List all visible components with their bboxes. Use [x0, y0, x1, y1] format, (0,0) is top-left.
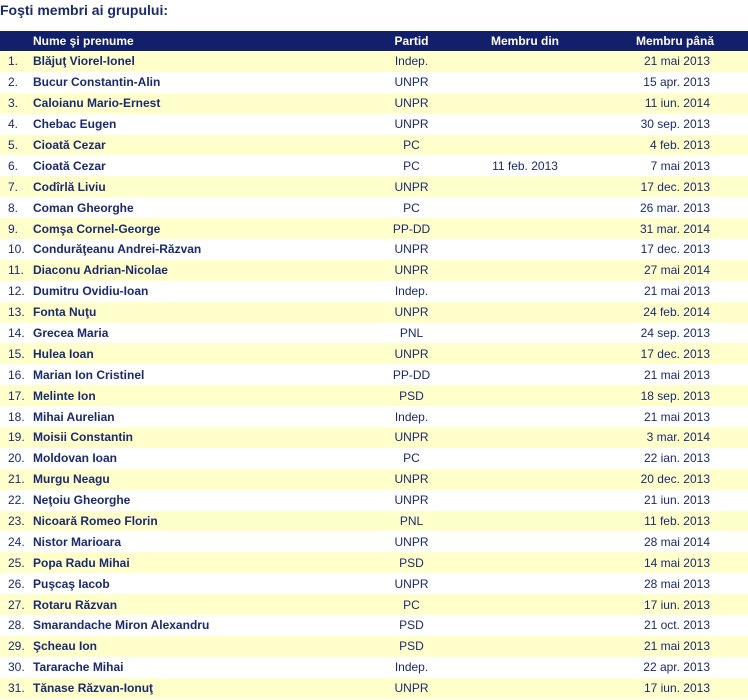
member-until-cell: 21 mai 2013 — [643, 284, 710, 299]
member-from-cell — [460, 239, 590, 260]
party-cell: PC — [403, 597, 420, 612]
table-row — [0, 114, 748, 135]
row-index: 10. — [8, 242, 25, 257]
member-from-cell — [460, 469, 590, 490]
row-index: 27. — [8, 597, 25, 612]
member-name-link[interactable]: Rotaru Răzvan — [33, 597, 118, 612]
member-name-link[interactable]: Marian Ion Cristinel — [33, 367, 145, 382]
member-name-link[interactable]: Caloianu Mario-Ernest — [33, 96, 161, 111]
member-name-link[interactable]: Murgu Neagu — [33, 472, 110, 487]
row-index: 6. — [8, 158, 19, 173]
member-until-cell: 17 dec. 2013 — [640, 179, 710, 194]
member-until-cell: 17 dec. 2013 — [640, 242, 710, 257]
table-header-row — [0, 31, 748, 51]
member-name-link[interactable]: Nicoară Romeo Florin — [33, 514, 158, 529]
party-cell: PNL — [399, 514, 424, 529]
member-name-link[interactable]: Tănase Răzvan-Ionuţ — [33, 681, 154, 696]
row-index: 23. — [8, 514, 25, 529]
table-row — [0, 260, 748, 281]
member-until-cell: 22 ian. 2013 — [643, 451, 710, 466]
table-row — [0, 427, 748, 448]
party-cell: PC — [403, 158, 420, 173]
header-name: Nume şi prenume — [33, 34, 134, 48]
row-index: 15. — [8, 346, 25, 361]
table-row — [0, 239, 748, 260]
row-index: 31. — [8, 681, 25, 696]
member-from-cell — [460, 594, 590, 615]
member-from-cell — [460, 302, 590, 323]
member-from-cell — [460, 573, 590, 594]
member-name-link[interactable]: Smarandache Miron Alexandru — [33, 618, 210, 633]
table-row — [0, 155, 748, 176]
member-from-cell: 11 feb. 2013 — [492, 158, 558, 173]
party-cell: PNL — [399, 326, 424, 341]
party-cell: UNPR — [394, 117, 429, 132]
table-row — [0, 176, 748, 197]
member-until-cell: 14 mai 2013 — [643, 555, 710, 570]
member-until-cell: 21 mai 2013 — [643, 54, 710, 69]
member-name-link[interactable]: Moldovan Ioan — [33, 451, 117, 466]
member-name-link[interactable]: Dumitru Ovidiu-Ioan — [33, 284, 149, 299]
member-until-cell: 21 mai 2013 — [643, 367, 710, 382]
table-row — [0, 531, 748, 552]
member-until-cell: 18 sep. 2013 — [640, 388, 710, 403]
party-cell: UNPR — [394, 576, 429, 591]
member-until-cell: 21 mai 2013 — [643, 409, 710, 424]
member-from-cell — [460, 343, 590, 364]
table-row — [0, 51, 748, 72]
member-name-link[interactable]: Cioată Cezar — [33, 158, 106, 173]
member-from-cell — [460, 678, 590, 699]
header-member-until: Membru până — [635, 34, 714, 48]
member-from-cell — [460, 364, 590, 385]
party-cell: UNPR — [394, 75, 429, 90]
party-cell: PSD — [399, 618, 424, 633]
party-cell: PSD — [399, 639, 424, 654]
member-until-cell: 21 oct. 2013 — [643, 618, 710, 633]
table-row — [0, 573, 748, 594]
row-index: 29. — [8, 639, 25, 654]
member-until-cell: 11 feb. 2013 — [644, 514, 710, 529]
member-from-cell — [460, 197, 590, 218]
member-from-cell — [460, 511, 590, 532]
member-until-cell: 4 feb. 2013 — [649, 138, 710, 152]
table-row — [0, 448, 748, 469]
table-row — [0, 218, 748, 239]
member-name-link[interactable]: Nistor Marioara — [33, 534, 122, 549]
row-index: 18. — [8, 409, 25, 424]
member-name-link[interactable]: Condurăţeanu Andrei-Răzvan — [33, 242, 202, 257]
row-index: 30. — [8, 660, 25, 675]
member-name-link[interactable]: Mihai Aurelian — [33, 409, 115, 424]
member-from-cell — [460, 323, 590, 344]
member-from-cell — [460, 72, 590, 93]
table-row — [0, 197, 748, 218]
row-index: 7. — [8, 179, 19, 194]
member-name-link[interactable]: Şcheau Ion — [33, 639, 98, 654]
member-name-link[interactable]: Cioată Cezar — [33, 138, 106, 152]
row-index: 11. — [8, 263, 24, 278]
header-index — [0, 31, 33, 51]
header-party: Partid — [394, 34, 429, 48]
member-name-link[interactable]: Grecea Maria — [33, 326, 109, 341]
member-from-cell — [460, 406, 590, 427]
row-index: 13. — [8, 305, 25, 320]
member-name-link[interactable]: Popa Radu Mihai — [33, 555, 130, 570]
member-until-cell: 21 mai 2013 — [643, 639, 710, 654]
member-until-cell: 30 sep. 2013 — [640, 117, 710, 132]
row-index: 28. — [8, 618, 25, 633]
row-index: 24. — [8, 534, 25, 549]
table-row — [0, 490, 748, 511]
member-until-cell: 17 dec. 2013 — [640, 346, 710, 361]
table-row — [0, 343, 748, 364]
table-row — [0, 615, 748, 636]
member-until-cell: 22 apr. 2013 — [643, 660, 710, 675]
table-row — [0, 72, 748, 93]
party-cell: UNPR — [394, 681, 429, 696]
member-until-cell: 11 iun. 2014 — [644, 96, 710, 111]
row-index: 14. — [8, 326, 25, 341]
table-row — [0, 406, 748, 427]
member-from-cell — [460, 51, 590, 72]
member-name-link[interactable]: Comşa Cornel-George — [33, 221, 161, 236]
party-cell: UNPR — [394, 493, 429, 508]
table-row — [0, 657, 748, 678]
member-from-cell — [460, 176, 590, 197]
member-from-cell — [460, 260, 590, 281]
member-from-cell — [460, 636, 590, 657]
table-row — [0, 135, 748, 156]
member-until-cell: 17 iun. 2013 — [643, 681, 710, 696]
member-name-link[interactable]: Tararache Mihai — [33, 660, 124, 675]
member-name-link[interactable]: Fonta Nuţu — [33, 305, 97, 320]
member-name-link[interactable]: Puşcaş Iacob — [33, 576, 110, 591]
member-until-cell: 21 iun. 2013 — [643, 493, 710, 508]
party-cell: UNPR — [394, 346, 429, 361]
member-until-cell: 20 dec. 2013 — [640, 472, 710, 487]
member-name-link[interactable]: Codîrlă Liviu — [33, 179, 106, 194]
row-index: 19. — [8, 430, 25, 445]
row-index: 17. — [8, 388, 25, 403]
table-row — [0, 302, 748, 323]
member-until-cell: 3 mar. 2014 — [646, 430, 710, 445]
section-title: Foşti membri ai grupului: — [0, 2, 169, 18]
member-from-cell — [460, 531, 590, 552]
party-cell: UNPR — [394, 305, 429, 320]
member-until-cell: 17 iun. 2013 — [643, 597, 710, 612]
member-name-link[interactable]: Melinte Ion — [33, 388, 96, 403]
table-row — [0, 678, 748, 699]
row-index: 9. — [8, 221, 19, 236]
table-row — [0, 594, 748, 615]
member-from-cell — [460, 385, 590, 406]
party-cell: PC — [403, 138, 420, 152]
member-until-cell: 27 mai 2014 — [643, 263, 710, 278]
member-until-cell: 15 apr. 2013 — [643, 75, 710, 90]
row-index: 5. — [8, 138, 19, 152]
member-until-cell: 31 mar. 2014 — [639, 221, 710, 236]
party-cell: UNPR — [394, 430, 429, 445]
member-from-cell — [460, 281, 590, 302]
table-row — [0, 364, 748, 385]
member-until-cell: 24 feb. 2014 — [643, 305, 710, 320]
row-index: 20. — [8, 451, 25, 466]
member-until-cell: 28 mai 2014 — [643, 534, 710, 549]
party-cell: PC — [403, 200, 420, 215]
party-cell: PP-DD — [392, 367, 431, 382]
party-cell: UNPR — [394, 472, 429, 487]
member-until-cell: 28 mai 2013 — [643, 576, 710, 591]
member-until-cell: 26 mar. 2013 — [639, 200, 710, 215]
table-row — [0, 281, 748, 302]
party-cell: Indep. — [394, 54, 429, 69]
header-member-from: Membru din — [491, 34, 559, 48]
member-name-link[interactable]: Moisii Constantin — [33, 430, 133, 445]
table-row — [0, 323, 748, 344]
member-name-link[interactable]: Bucur Constantin-Alin — [33, 75, 161, 90]
member-name-link[interactable]: Hulea Ioan — [33, 346, 94, 361]
table-row — [0, 636, 748, 657]
party-cell: PP-DD — [392, 221, 431, 236]
row-index: 3. — [8, 96, 19, 111]
party-cell: UNPR — [394, 534, 429, 549]
member-from-cell — [460, 448, 590, 469]
table-body — [0, 51, 748, 699]
member-from-cell — [460, 427, 590, 448]
row-index: 1. — [8, 54, 19, 69]
member-name-link[interactable]: Coman Gheorghe — [33, 200, 134, 215]
row-index: 4. — [8, 117, 19, 132]
party-cell: Indep. — [394, 284, 429, 299]
row-index: 25. — [8, 555, 25, 570]
member-name-link[interactable]: Chebac Eugen — [33, 117, 117, 132]
row-index: 21. — [8, 472, 25, 487]
member-until-cell: 24 sep. 2013 — [640, 326, 710, 341]
party-cell: UNPR — [394, 179, 429, 194]
member-from-cell — [460, 93, 590, 114]
member-from-cell — [460, 218, 590, 239]
row-index: 2. — [8, 75, 19, 90]
party-cell: Indep. — [394, 660, 429, 675]
row-index: 16. — [8, 367, 25, 382]
member-from-cell — [460, 490, 590, 511]
member-from-cell — [460, 114, 590, 135]
party-cell: PSD — [399, 555, 424, 570]
table-row — [0, 385, 748, 406]
table-row — [0, 511, 748, 532]
party-cell: PSD — [399, 388, 424, 403]
row-index: 12. — [8, 284, 25, 299]
table-row — [0, 93, 748, 114]
member-from-cell — [460, 552, 590, 573]
member-name-link[interactable]: Blăjuţ Viorel-Ionel — [33, 54, 135, 69]
party-cell: Indep. — [394, 409, 429, 424]
member-name-link[interactable]: Diaconu Adrian-Nicolae — [33, 263, 168, 278]
party-cell: PC — [403, 451, 420, 466]
member-from-cell — [460, 657, 590, 678]
row-index: 22. — [8, 493, 25, 508]
party-cell: UNPR — [394, 242, 429, 257]
member-name-link[interactable]: Neţoiu Gheorghe — [33, 493, 131, 508]
table-row — [0, 552, 748, 573]
former-members-table — [0, 31, 748, 699]
party-cell: UNPR — [394, 263, 429, 278]
row-index: 8. — [8, 200, 19, 215]
party-cell: UNPR — [394, 96, 429, 111]
member-from-cell — [460, 135, 590, 156]
table-row — [0, 469, 748, 490]
row-index: 26. — [8, 576, 25, 591]
member-until-cell: 7 mai 2013 — [650, 158, 710, 173]
member-from-cell — [460, 615, 590, 636]
